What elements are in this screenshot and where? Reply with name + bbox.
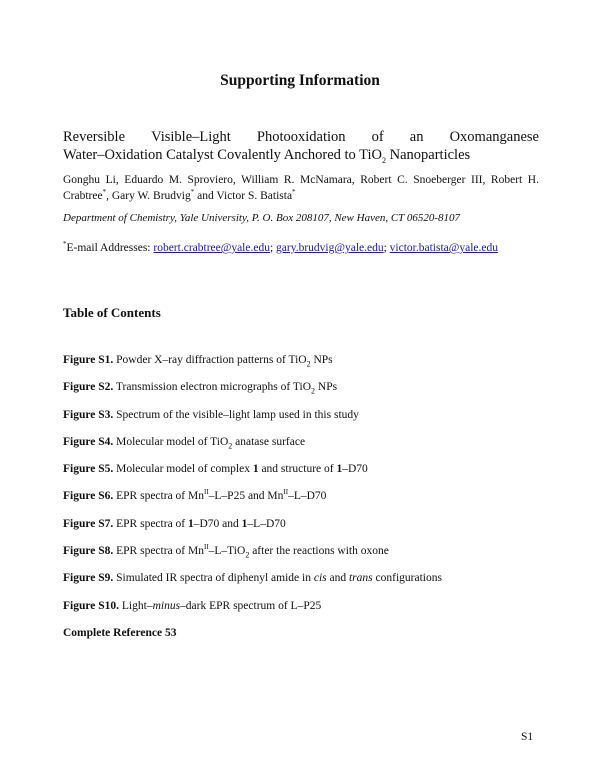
toc-title: Table of Contents [63,305,161,320]
corresponding-mark: * [190,188,195,197]
toc-item-s1: Figure S1. Powder X–ray diffraction patterns of TiO$_2$ NPs [63,354,333,369]
toc-item-s9: Figure S9. Simulated IR spectra of diphenyl amide in cis and trans configurations [63,572,442,585]
page-heading: Supporting Information [220,72,380,89]
toc-item-s3: Figure S3. Spectrum of the visible–light lamp used in this study [63,408,359,421]
corresponding-mark: * [102,188,107,197]
email-link-brudvig[interactable]: gary.brudvig@yale.edu [276,242,384,254]
toc-item-s8: Figure S8. EPR spectra of $Mn^{II}-L-TiO_2$ after the reactions with oxone [63,543,389,560]
title-word: Oxomanganese [449,129,539,145]
title-word: an [409,129,424,145]
corresponding-mark: * [63,240,67,249]
toc-item-s7: Figure S7. EPR spectra of 1–D70 and 1–L–D70 [63,517,286,530]
title-line-2: Water–Oxidation Catalyst Covalently Anchored to TiO$_2$ Nanoparticles [63,147,471,165]
author-list: Gonghu Li, Eduardo M. Sproviero, William R. McNamara, Robert C. Snoeberger III, Robert H. Crabtree*, Gary W. Brudvig* and Victor S. Batista* [63,174,539,202]
email-line: *E-mail Addresses: robert.crabtree@yale.edu; gary.brudvig@yale.edu; victor.batista@yale.edu [63,240,498,254]
title-word: Reversible [63,129,126,145]
corresponding-mark: * [292,188,296,197]
toc-item-s2: Figure S2. Transmission electron micrographs of TiO$_2$ NPs [63,381,338,396]
toc-item-s6: Figure S6. EPR spectra of $Mn^{II}-L-P25$ and $Mn^{II}-L-D70$ [63,488,327,503]
toc-list [63,354,543,627]
email-label: E-mail Addresses: [66,242,154,254]
toc-reference-item: Complete Reference 53 [63,627,177,639]
title-word: Photooxidation [256,129,346,145]
toc-item-s10: Figure S10. Light–minus–dark EPR spectrum of L–P25 [63,599,322,612]
page-number: S1 [521,731,534,743]
email-link-batista[interactable]: victor.batista@yale.edu [389,242,498,254]
title-word: of [371,129,384,145]
affiliation: Department of Chemistry, Yale University, P. O. Box 208107, New Haven, CT 06520-8107 [63,212,461,224]
toc-item-s4: Figure S4. Molecular model of TiO$_2$ anatase surface [63,435,306,451]
title-line-1 [63,128,539,146]
paper-title [63,128,539,164]
title-word: Visible–Light [151,129,231,145]
toc-item-s5: Figure S5. Molecular model of complex 1 and structure of 1–D70 [63,463,368,476]
email-link-crabtree[interactable]: robert.crabtree@yale.edu [153,242,270,254]
